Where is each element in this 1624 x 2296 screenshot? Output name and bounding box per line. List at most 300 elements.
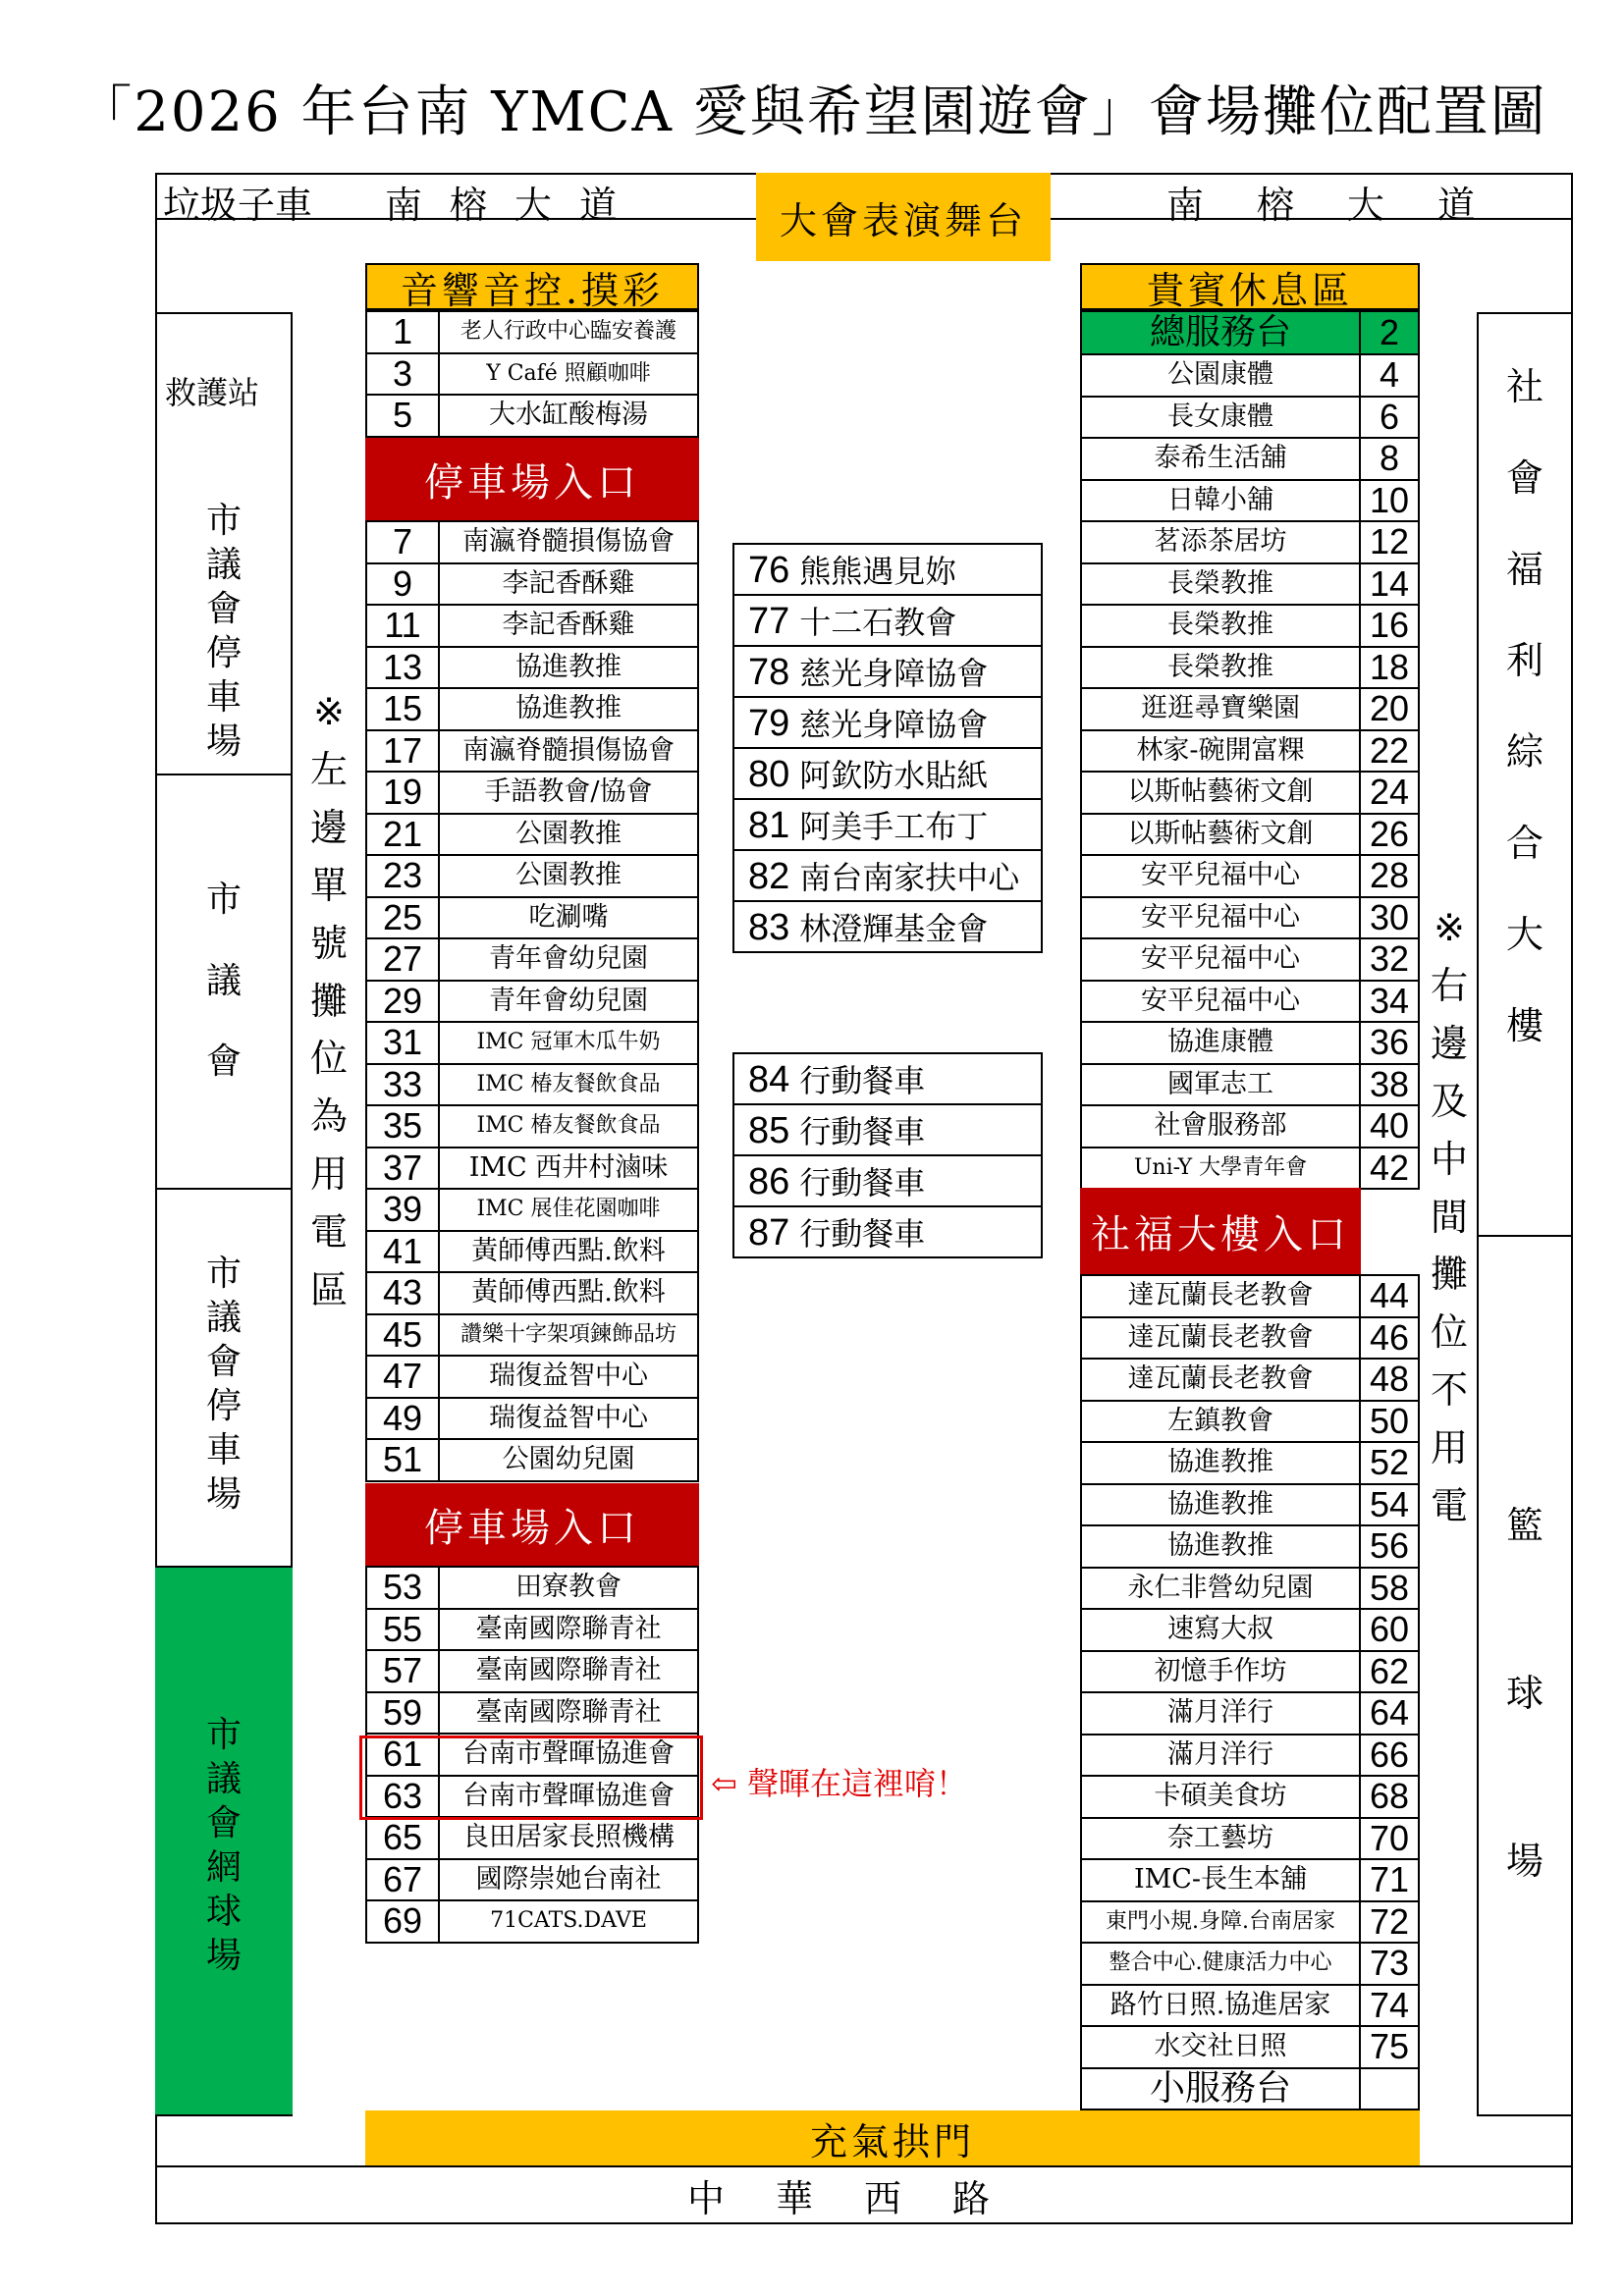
vertical-char: 場 [205, 1936, 242, 1976]
booth-number: 62 [1360, 1651, 1419, 1693]
booth-row [1081, 938, 1419, 981]
booth-row [1081, 772, 1419, 814]
booth-row [1081, 1317, 1419, 1360]
vertical-char: 會 [205, 1803, 242, 1843]
booth-name: 泰希生活舖 [1081, 438, 1360, 480]
vertical-char: 電 [1430, 1484, 1468, 1527]
service-desk-label: 總服務台 [1081, 311, 1360, 354]
booth-name: 讚樂十字架項鍊飾品坊 [439, 1314, 698, 1357]
booth-name: IMC 椿友餐飲食品 [439, 1105, 698, 1148]
booth-number: 8 [1360, 438, 1419, 480]
booth-row [366, 605, 698, 647]
booth-number: 44 [1360, 1275, 1419, 1317]
booth-number: 11 [366, 605, 439, 647]
booth-row [1081, 605, 1419, 647]
council-parking-label-1 [155, 491, 293, 771]
booth-row [733, 697, 1042, 748]
tennis-court-label [155, 1708, 293, 1983]
page-title: 「2026 年台南 YMCA 愛與希望園遊會」會場攤位配置圖 [77, 80, 1547, 144]
middle-booth [733, 646, 1042, 697]
vertical-char: 大 [1505, 913, 1543, 957]
booth-name: 達瓦蘭長老教會 [1081, 1359, 1360, 1401]
booth-name: 手語教會/協會 [439, 772, 698, 814]
vertical-char: 停 [205, 1386, 242, 1426]
booth-name: 黃師傅西點.飲料 [439, 1231, 698, 1273]
booth-name: 青年會幼兒園 [439, 981, 698, 1023]
booth-name: 公園教推 [439, 814, 698, 856]
booth-row [1081, 688, 1419, 730]
vertical-char: 綜 [1505, 730, 1543, 774]
booth-row [366, 1859, 698, 1901]
booth-row [1081, 897, 1419, 939]
middle-booth-group-1 [732, 543, 1043, 953]
booth-name: Uni-Y 大學青年會 [1081, 1148, 1360, 1190]
booth-name: 林家-碗開富粿 [1081, 730, 1360, 773]
booth-row [1081, 521, 1419, 563]
booth-name: 協進康體 [1081, 1022, 1360, 1064]
service-desk-number: 2 [1360, 311, 1419, 354]
vertical-char: 會 [205, 1041, 242, 1083]
booth-row [366, 1231, 698, 1273]
booth-number: 3 [366, 353, 439, 396]
ambulance-label: 救護站 [165, 374, 260, 411]
booth-name: 李記香酥雞 [439, 563, 698, 606]
booth-name: 南台南家扶中心 [799, 859, 1020, 896]
booth-row [366, 1189, 698, 1231]
booth-name: 熊熊遇見妳 [799, 553, 957, 590]
right-booth-group-1 [1080, 353, 1420, 1190]
booth-number: 4 [1360, 354, 1419, 397]
booth-name: 東門小規.身障.台南居家 [1081, 1901, 1360, 1944]
middle-booth-group-1-wrap [732, 543, 1043, 953]
booth-name: 協進教推 [439, 647, 698, 689]
booth-number: 66 [1360, 1735, 1419, 1777]
bottom-road-label: 中華西路 [686, 2176, 1041, 2220]
booth-name: 行動餐車 [799, 1215, 926, 1253]
booth-name: 公園幼兒園 [439, 1439, 698, 1481]
booth-number: 34 [1360, 981, 1419, 1023]
booth-name: 阿美手工布丁 [799, 808, 989, 845]
booth-number: 84 [748, 1059, 790, 1100]
booth-number: 72 [1360, 1901, 1419, 1944]
left-power-note [295, 530, 363, 1472]
booth-number: 80 [748, 754, 790, 795]
booth-number: 65 [366, 1817, 439, 1859]
booth-name: IMC 西井村滷味 [439, 1148, 698, 1190]
booth-number: 42 [1360, 1148, 1419, 1190]
booth-name: 速寫大叔 [1081, 1609, 1360, 1651]
booth-name: 台南市聲暉協進會 [439, 1776, 698, 1818]
vertical-char: 場 [205, 1474, 242, 1515]
booth-name: 安平兒福中心 [1081, 897, 1360, 939]
booth-row [1081, 354, 1419, 397]
booth-number: 79 [748, 703, 790, 744]
booth-number: 26 [1360, 814, 1419, 856]
inflatable-arch: 充氣拱門 [365, 2110, 1420, 2165]
vertical-char: 球 [1505, 1671, 1543, 1715]
booth-number: 85 [748, 1110, 790, 1151]
vertical-char: 網 [205, 1847, 242, 1888]
booth-name: 71CATS.DAVE [439, 1900, 698, 1943]
booth-name: 良田居家長照機構 [439, 1817, 698, 1859]
booth-row [366, 1398, 698, 1440]
booth-row [366, 647, 698, 689]
booth-row [1081, 1442, 1419, 1484]
booth-number: 73 [1360, 1943, 1419, 1985]
vertical-char: 合 [1505, 822, 1543, 866]
booth-number: 57 [366, 1650, 439, 1692]
booth-number: 86 [748, 1161, 790, 1202]
middle-booth [733, 1053, 1042, 1104]
vertical-char: 市 [205, 1254, 242, 1294]
vertical-char: 車 [205, 676, 242, 718]
booth-name: 長女康體 [1081, 397, 1360, 439]
highlight-box [359, 1735, 703, 1820]
vertical-char: 用 [309, 1152, 348, 1197]
booth-number: 39 [366, 1189, 439, 1231]
booth-row [1081, 563, 1419, 606]
booth-row [366, 897, 698, 939]
vertical-char: 停 [205, 632, 242, 673]
booth-row [366, 563, 698, 606]
booth-number: 13 [366, 647, 439, 689]
middle-booth [733, 1104, 1042, 1155]
vertical-char: 間 [1430, 1195, 1468, 1239]
garbage-truck-label: 垃圾子車 [163, 184, 313, 227]
booth-row [733, 1206, 1042, 1257]
booth-row [1081, 1064, 1419, 1106]
booth-number: 30 [1360, 897, 1419, 939]
booth-row [733, 1155, 1042, 1206]
vertical-char: 為 [309, 1095, 348, 1139]
booth-name: IMC 冠軍木瓜牛奶 [439, 1022, 698, 1064]
booth-number: 48 [1360, 1359, 1419, 1401]
booth-number: 1 [366, 311, 439, 353]
vertical-char: 議 [205, 1298, 242, 1338]
booth-name: 大水缸酸梅湯 [439, 395, 698, 437]
booth-name: 台南市聲暉協進會 [439, 1734, 698, 1776]
booth-number: 67 [366, 1859, 439, 1901]
middle-booth [733, 1206, 1042, 1257]
booth-number: 78 [748, 652, 790, 693]
booth-name: 日韓小舖 [1081, 480, 1360, 522]
parking-entrance-1: 停車場入口 [365, 438, 699, 520]
booth-name: 阿欽防水貼紙 [799, 757, 989, 794]
middle-booth [733, 799, 1042, 850]
booth-name: 社會服務部 [1081, 1105, 1360, 1148]
vertical-char: 號 [309, 921, 348, 965]
booth-number: 37 [366, 1148, 439, 1190]
booth-name: 李記香酥雞 [439, 605, 698, 647]
stage-label: 大會表演舞台 [756, 173, 1051, 261]
booth-number: 45 [366, 1314, 439, 1357]
booth-number: 52 [1360, 1442, 1419, 1484]
basketball-court-label [1477, 1482, 1573, 1904]
booth-row [733, 850, 1042, 901]
left-zone-divider-2 [155, 1188, 293, 1190]
booth-row [1081, 1401, 1419, 1443]
booth-number: 87 [748, 1212, 790, 1254]
booth-number: 50 [1360, 1401, 1419, 1443]
booth-name: 田寮教會 [439, 1567, 698, 1609]
left-booth-group-2 [365, 520, 699, 1482]
booth-number: 76 [748, 550, 790, 591]
vertical-char: 及 [1430, 1079, 1468, 1123]
booth-name: IMC-長生本舖 [1081, 1859, 1360, 1901]
left-column-header: 音響音控.摸彩 [365, 263, 699, 310]
booth-name: 安平兒福中心 [1081, 855, 1360, 897]
vertical-char: 議 [205, 1759, 242, 1799]
booth-number: 51 [366, 1439, 439, 1481]
booth-name: 公園康體 [1081, 354, 1360, 397]
vertical-char: ※ [313, 690, 345, 734]
right-power-note [1420, 746, 1479, 1688]
booth-row [733, 748, 1042, 799]
booth-row [366, 395, 698, 437]
vertical-char: 車 [205, 1430, 242, 1470]
booth-name: 奈工藝坊 [1081, 1818, 1360, 1860]
vertical-char: 議 [205, 960, 242, 1001]
booth-name: 協進教推 [1081, 1442, 1360, 1484]
booth-row [733, 901, 1042, 952]
booth-name: 達瓦蘭長老教會 [1081, 1317, 1360, 1360]
vertical-char: 中 [1430, 1137, 1468, 1181]
vertical-char: 電 [309, 1210, 348, 1255]
booth-row [366, 1022, 698, 1064]
booth-row [1081, 1943, 1419, 1985]
vertical-char: 市 [205, 500, 242, 541]
booth-number: 49 [366, 1398, 439, 1440]
small-service-row [1080, 2067, 1420, 2110]
booth-row [1081, 1651, 1419, 1693]
booth-number: 12 [1360, 521, 1419, 563]
booth-row [366, 521, 698, 563]
booth-row [733, 1053, 1042, 1104]
booth-number: 20 [1360, 688, 1419, 730]
booth-number: 10 [1360, 480, 1419, 522]
booth-row [366, 772, 698, 814]
booth-row [366, 938, 698, 981]
booth-number: 22 [1360, 730, 1419, 773]
booth-number: 58 [1360, 1568, 1419, 1610]
booth-row [1081, 397, 1419, 439]
booth-row [733, 646, 1042, 697]
booth-row [1081, 1148, 1419, 1190]
small-service-empty [1360, 2068, 1419, 2109]
booth-row [366, 1314, 698, 1357]
vertical-char: 邊 [309, 805, 348, 849]
booth-number: 75 [1360, 2026, 1419, 2068]
middle-booth [733, 544, 1042, 595]
booth-number: 9 [366, 563, 439, 606]
booth-number: 28 [1360, 855, 1419, 897]
booth-row [366, 311, 698, 353]
booth-number: 5 [366, 395, 439, 437]
booth-name: 卡碩美食坊 [1081, 1776, 1360, 1818]
booth-name: 左鎮教會 [1081, 1401, 1360, 1443]
booth-row [366, 1567, 698, 1609]
booth-name: 南瀛脊髓損傷協會 [439, 521, 698, 563]
booth-row [1081, 1818, 1419, 1860]
vertical-char: 攤 [309, 979, 348, 1023]
vertical-char: 市 [205, 1715, 242, 1755]
booth-name: 瑞復益智中心 [439, 1356, 698, 1398]
vertical-char: 利 [1505, 638, 1543, 682]
booth-number: 41 [366, 1231, 439, 1273]
middle-booth [733, 1155, 1042, 1206]
booth-number: 82 [748, 856, 790, 897]
booth-number: 27 [366, 938, 439, 981]
booth-number: 56 [1360, 1525, 1419, 1568]
vertical-char: 右 [1430, 963, 1468, 1007]
booth-row [366, 1650, 698, 1692]
booth-row [366, 1356, 698, 1398]
booth-row [366, 814, 698, 856]
booth-row [1081, 981, 1419, 1023]
booth-row [1081, 1692, 1419, 1735]
booth-number: 17 [366, 730, 439, 773]
vertical-char: 會 [1505, 455, 1543, 500]
booth-number: 55 [366, 1609, 439, 1651]
booth-name: 長榮教推 [1081, 563, 1360, 606]
booth-row [366, 1609, 698, 1651]
booth-name: 臺南國際聯青社 [439, 1692, 698, 1735]
booth-name: 協進教推 [1081, 1525, 1360, 1568]
booth-row [733, 799, 1042, 850]
booth-row [366, 1692, 698, 1735]
booth-name: 茗添茶居坊 [1081, 521, 1360, 563]
booth-name: 吃涮嘴 [439, 897, 698, 939]
vertical-char: 球 [205, 1892, 242, 1932]
right-zone-divider [1477, 1235, 1573, 1237]
booth-name: 協進教推 [439, 688, 698, 730]
vertical-char: 單 [309, 863, 348, 907]
booth-row [1081, 730, 1419, 773]
booth-name: 慈光身障協會 [799, 655, 989, 692]
vertical-char: 會 [205, 1342, 242, 1382]
booth-number: 59 [366, 1692, 439, 1735]
booth-number: 43 [366, 1272, 439, 1314]
booth-row [366, 1105, 698, 1148]
vertical-char: 籃 [1505, 1503, 1543, 1547]
middle-booth [733, 697, 1042, 748]
vertical-char: 市 [205, 879, 242, 920]
booth-number: 53 [366, 1567, 439, 1609]
booth-row [366, 1064, 698, 1106]
booth-row [1081, 855, 1419, 897]
booth-name: 水交社日照 [1081, 2026, 1360, 2068]
middle-booth [733, 595, 1042, 646]
booth-name: 林澄輝基金會 [799, 910, 989, 947]
booth-number: 29 [366, 981, 439, 1023]
booth-number: 64 [1360, 1692, 1419, 1735]
vertical-char: 會 [205, 588, 242, 629]
booth-name: 行動餐車 [799, 1062, 926, 1099]
booth-row [1081, 1359, 1419, 1401]
booth-row [366, 1272, 698, 1314]
vertical-char: ※ [1434, 906, 1465, 950]
booth-name: 永仁非營幼兒園 [1081, 1568, 1360, 1610]
booth-number: 19 [366, 772, 439, 814]
welfare-entrance: 社福大樓入口 [1080, 1188, 1361, 1274]
booth-name: IMC 椿友餐飲食品 [439, 1064, 698, 1106]
booth-row [1081, 438, 1419, 480]
booth-number: 81 [748, 805, 790, 846]
left-booth-group-1 [365, 310, 699, 438]
vertical-char: 場 [205, 721, 242, 762]
vertical-char: 福 [1505, 547, 1543, 591]
booth-row [366, 1900, 698, 1943]
vertical-char: 場 [1505, 1839, 1543, 1883]
booth-number: 15 [366, 688, 439, 730]
booth-number: 14 [1360, 563, 1419, 606]
booth-name: 臺南國際聯青社 [439, 1609, 698, 1651]
booth-row [366, 730, 698, 773]
booth-name: 國軍志工 [1081, 1064, 1360, 1106]
booth-name: 臺南國際聯青社 [439, 1650, 698, 1692]
welfare-building-label [1477, 353, 1573, 1060]
booth-name: 協進教推 [1081, 1484, 1360, 1526]
booth-row [1081, 1484, 1419, 1526]
left-zone-divider-1 [155, 774, 293, 775]
booth-row [1081, 1275, 1419, 1317]
booth-name: 路竹日照.協進居家 [1081, 1985, 1360, 2027]
vertical-char: 位 [309, 1037, 348, 1081]
booth-name: 慈光身障協會 [799, 706, 989, 743]
booth-name: Y Café 照顧咖啡 [439, 353, 698, 396]
booth-number: 69 [366, 1900, 439, 1943]
booth-name: 公園教推 [439, 855, 698, 897]
vertical-char: 不 [1430, 1368, 1468, 1413]
booth-number: 40 [1360, 1105, 1419, 1148]
booth-row [1081, 1568, 1419, 1610]
booth-row [366, 981, 698, 1023]
booth-name: 達瓦蘭長老教會 [1081, 1275, 1360, 1317]
booth-number: 7 [366, 521, 439, 563]
booth-number: 47 [366, 1356, 439, 1398]
booth-name: 南瀛脊髓損傷協會 [439, 730, 698, 773]
booth-row [366, 1817, 698, 1859]
right-column-header: 貴賓休息區 [1080, 263, 1420, 310]
booth-row [1081, 1859, 1419, 1901]
vertical-char: 用 [1430, 1426, 1468, 1470]
booth-name: 長榮教推 [1081, 605, 1360, 647]
vertical-char: 邊 [1430, 1021, 1468, 1065]
booth-number: 24 [1360, 772, 1419, 814]
booth-row [366, 855, 698, 897]
booth-row [733, 595, 1042, 646]
booth-number: 23 [366, 855, 439, 897]
booth-number: 83 [748, 907, 790, 948]
booth-row [733, 544, 1042, 595]
booth-number: 32 [1360, 938, 1419, 981]
middle-booth [733, 748, 1042, 799]
booth-name: 十二石教會 [799, 604, 957, 641]
booth-number: 60 [1360, 1609, 1419, 1651]
parking-entrance-2: 停車場入口 [365, 1483, 699, 1566]
booth-number: 31 [366, 1022, 439, 1064]
service-desk-row [1080, 310, 1420, 355]
booth-row [1081, 1609, 1419, 1651]
booth-row [1081, 1985, 1419, 2027]
right-booth-group-2 [1080, 1274, 1420, 2069]
vertical-char: 樓 [1505, 1004, 1543, 1048]
council-parking-label-2 [155, 1237, 293, 1531]
booth-row [366, 1148, 698, 1190]
booth-row [733, 1104, 1042, 1155]
booth-row [366, 688, 698, 730]
booth-name: 滿月洋行 [1081, 1692, 1360, 1735]
